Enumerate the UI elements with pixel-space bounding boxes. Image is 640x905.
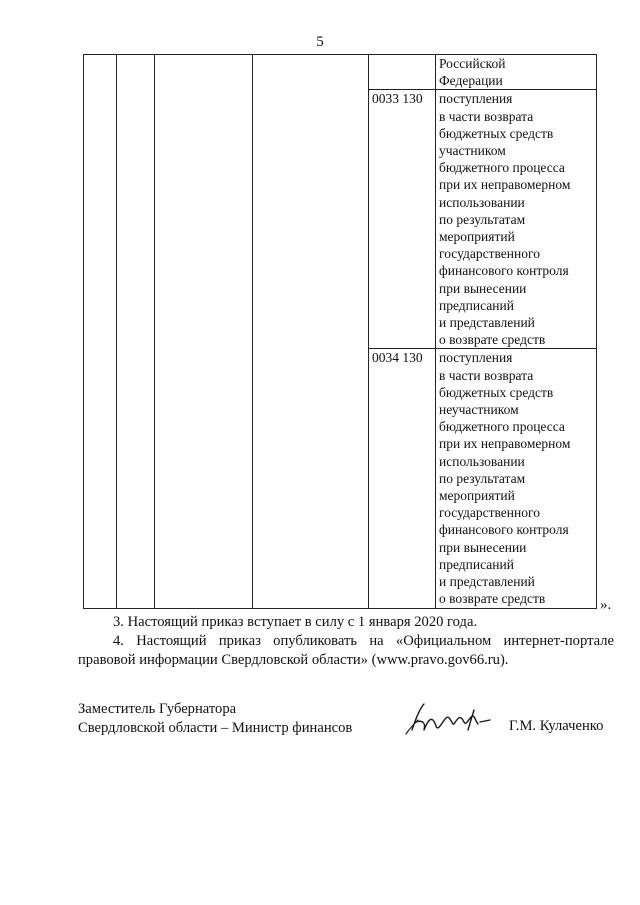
description-line: финансового контроля — [439, 263, 569, 279]
description-line: бюджетного процесса — [439, 160, 565, 176]
table-row — [84, 55, 597, 90]
description-line: предписаний — [439, 297, 514, 313]
description-line: Российской — [439, 56, 506, 71]
handwritten-signature — [402, 700, 498, 742]
description-line: государственного — [439, 246, 540, 262]
description-cell — [436, 55, 597, 90]
description-line: мероприятий — [439, 488, 515, 504]
description-line: по результатам — [439, 211, 526, 227]
description-line: использовании — [439, 194, 525, 210]
budget-codes-table — [83, 54, 597, 609]
description-cell — [436, 90, 597, 349]
description-line: участником — [439, 143, 506, 159]
description-line: и представлений — [439, 315, 535, 331]
description-line: о возврате средств — [439, 332, 546, 348]
signatory-position — [78, 700, 352, 738]
description-line: государственного — [439, 505, 540, 521]
description-line: финансового контроля — [439, 522, 569, 538]
code-cell: 0033 130 — [369, 90, 436, 349]
code-cell — [369, 55, 436, 90]
description-line: по результатам — [439, 470, 526, 486]
description-line: неучастником — [439, 402, 519, 418]
description-line: при вынесении — [439, 539, 527, 555]
description-line: при вынесении — [439, 280, 527, 296]
signatory-name: Г.М. Кулаченко — [509, 718, 604, 734]
table-cell-col2 — [117, 55, 155, 609]
paragraph-3: 3. Настоящий приказ вступает в силу с 1 января 2020 года. — [113, 614, 478, 630]
description-line: бюджетного процесса — [439, 419, 565, 435]
description-line: поступления — [439, 350, 513, 366]
signatory-position-line: Заместитель Губернатора — [78, 701, 237, 717]
description-line: в части возврата — [439, 367, 534, 383]
description-line: в части возврата — [439, 108, 534, 124]
description-cell — [436, 349, 597, 608]
code-cell: 0034 130 — [369, 349, 436, 608]
description-line: использовании — [439, 453, 525, 469]
description-line: бюджетных средств — [439, 384, 554, 400]
description-line: о возврате средств — [439, 591, 546, 607]
description-line: при их неправомерном — [439, 436, 571, 452]
signatory-position-line: Свердловской области – Министр финансов — [78, 720, 353, 736]
paragraph-4: 4. Настоящий приказ опубликовать на «Официальном интернет-портале правовой информации Свердловской области» (www.pravo.gov66.ru). — [78, 633, 614, 668]
description-line: Федерации — [439, 73, 503, 89]
description-line: мероприятий — [439, 229, 515, 245]
table-cell-col1 — [84, 55, 117, 609]
page-number: 5 — [316, 34, 324, 50]
table-cell-col3 — [155, 55, 253, 609]
description-line: поступления — [439, 91, 513, 107]
description-line: бюджетных средств — [439, 125, 554, 141]
description-line: предписаний — [439, 556, 514, 572]
table-cell-col4 — [253, 55, 369, 609]
description-line: и представлений — [439, 574, 535, 590]
closing-quote: ». — [600, 597, 612, 613]
description-line: при их неправомерном — [439, 177, 571, 193]
